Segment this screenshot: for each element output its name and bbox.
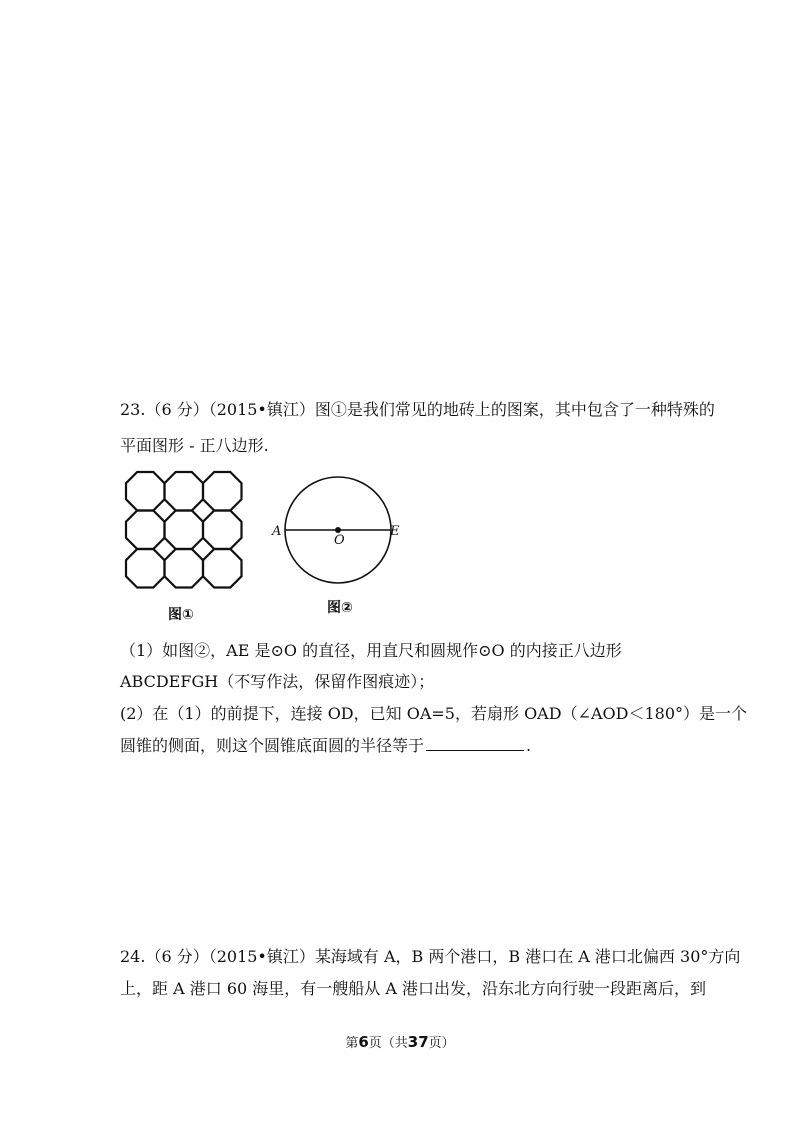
octagon-tiles bbox=[126, 472, 242, 588]
octagon-tile bbox=[126, 511, 165, 550]
q23-line-2: 平面图形 - 正八边形. bbox=[120, 436, 269, 455]
octagon-tile bbox=[165, 549, 204, 588]
q23-part1-line-1: （1）如图②，AE 是⊙O 的直径，用直尺和圆规作⊙O 的内接正八边形 bbox=[120, 641, 622, 660]
figure-2-caption: 图② bbox=[327, 600, 353, 616]
q23-part2-text: 圆锥的侧面，则这个圆锥底面圆的半径等于 bbox=[120, 736, 425, 755]
q23-part2-period: . bbox=[526, 736, 532, 755]
footer-page-number: 6 bbox=[358, 1033, 369, 1051]
q23-part2-line-1: (2）在（1）的前提下，连接 OD，已知 OA=5，若扇形 OAD（∠AOD＜180°）是一个 bbox=[120, 704, 748, 723]
octagon-tile bbox=[126, 549, 165, 588]
octagon-tile bbox=[203, 549, 242, 588]
octagon-tile bbox=[126, 472, 165, 511]
q23-part1-line-2: ABCDEFGH（不写作法，保留作图痕迹）； bbox=[120, 672, 435, 691]
octagon-tile bbox=[203, 511, 242, 550]
q23-part2-line-2 bbox=[120, 734, 531, 758]
footer-prefix: 第 bbox=[345, 1036, 359, 1051]
footer-suffix: 页） bbox=[428, 1036, 455, 1051]
octagon-tile bbox=[165, 511, 204, 550]
q24-line-2: 上，距 A 港口 60 海里，有一艘船从 A 港口出发，沿东北方向行驶一段距离后，到 bbox=[120, 979, 706, 998]
figure-octagon-tiling bbox=[124, 470, 244, 590]
footer-total-pages: 37 bbox=[407, 1033, 429, 1051]
figure-circle-diameter bbox=[282, 474, 394, 586]
point-label-a: A bbox=[272, 524, 282, 539]
page-footer bbox=[0, 1032, 800, 1051]
footer-mid: 页（共 bbox=[368, 1036, 408, 1051]
point-label-o: O bbox=[334, 533, 345, 548]
figure-1-caption: 图① bbox=[168, 607, 194, 623]
octagon-tile bbox=[203, 472, 242, 511]
answer-blank bbox=[426, 734, 524, 751]
q23-line-1: 23.（6 分）（2015•镇江）图①是我们常见的地砖上的图案，其中包含了一种特殊的 bbox=[120, 400, 715, 419]
octagon-tile bbox=[165, 472, 204, 511]
q24-line-1: 24.（6 分）（2015•镇江）某海域有 A，B 两个港口，B 港口在 A 港口北偏西 30°方向 bbox=[120, 947, 741, 966]
point-label-e: E bbox=[390, 524, 400, 539]
